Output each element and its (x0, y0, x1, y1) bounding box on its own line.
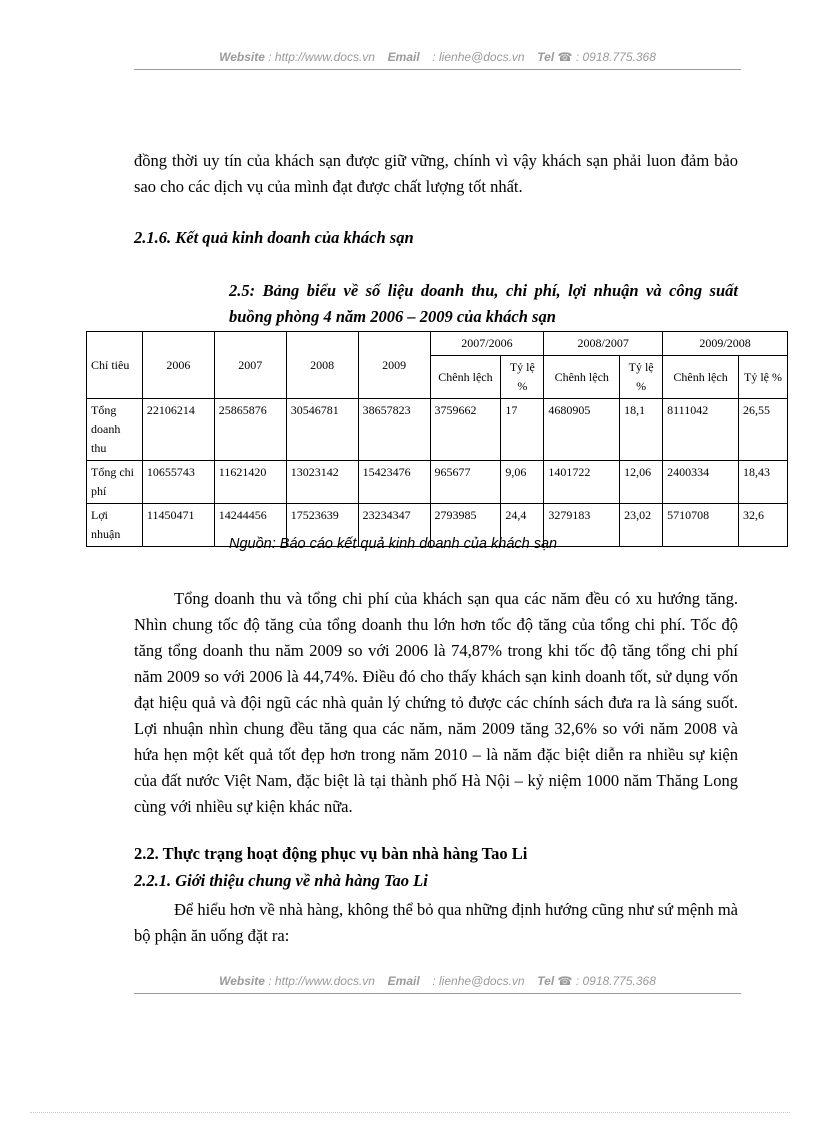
row-label: Lợi nhuận (87, 504, 143, 547)
header-year: 2009 (358, 332, 430, 399)
section-heading-2-1-6: 2.1.6. Kết quả kinh doanh của khách sạn (134, 228, 414, 247)
table-cell: 23,02 (620, 504, 663, 547)
table-cell: 10655743 (142, 461, 214, 504)
table-cell: 18,43 (738, 461, 787, 504)
header-compare-group: 2008/2007 (544, 332, 663, 356)
table-cell: 17523639 (286, 504, 358, 547)
phone-icon: ☎ (557, 974, 573, 988)
analysis-paragraph: Tổng doanh thu và tổng chi phí của khách sạn qua các năm đều có xu hướng tăng. Nhìn chung tốc độ tăng của tổng doanh thu lớn hơn tốc độ tăng của tổng chi phí. Tốc độ tăng tổng doanh thu năm 2009 so với 2006 là 74,87% trong khi tốc độ tăng tổng chi phí năm 2009 so với 2006 là 44,74%. Điều đó cho thấy khách sạn kinh doanh tốt, sử dụng vốn đạt hiệu quả và đội ngũ các nhà quản lý chứng tỏ được các chính sách đưa ra là sáng suốt. Lợi nhuận nhìn chung đều tăng qua các năm, năm 2009 tăng 32,6% so với năm 2008 và hứa hẹn một kết quả tốt đẹp hơn trong năm 2010 – là năm đặc biệt diễn ra nhiều sự kiện của đất nước Việt Nam, đặc biệt là tại thành phố Hà Nội – kỷ niệm 1000 năm Thăng Long cùng với nhiều sự kiện khác nữa. (134, 589, 738, 816)
table-row (87, 461, 788, 504)
table-cell: 2400334 (663, 461, 739, 504)
subheader-ratio: Tỷ lệ % (738, 356, 787, 399)
subheader-diff: Chênh lệch (544, 356, 620, 399)
table-header-row (87, 332, 788, 356)
footer-tel-label: Tel (537, 974, 555, 988)
footer-tel-value: : 0918.775.368 (575, 974, 656, 988)
table-cell: 12,06 (620, 461, 663, 504)
table-cell: 13023142 (286, 461, 358, 504)
section-heading-2-2-1: 2.2.1. Giới thiệu chung về nhà hàng Tao Li (134, 871, 428, 890)
subheader-diff: Chênh lệch (430, 356, 501, 399)
table-cell: 18,1 (620, 399, 663, 461)
header-year: 2006 (142, 332, 214, 399)
page-header (134, 50, 741, 70)
table-cell: 11450471 (142, 504, 214, 547)
table-cell: 17 (501, 399, 544, 461)
subheader-ratio: Tỷ lệ % (501, 356, 544, 399)
table-cell: 15423476 (358, 461, 430, 504)
table-cell: 38657823 (358, 399, 430, 461)
section-heading-2-2: 2.2. Thực trạng hoạt động phục vụ bàn nhà hàng Tao Li (134, 844, 528, 863)
footer-website-label: Website (219, 974, 265, 988)
table-cell: 23234347 (358, 504, 430, 547)
intro-paragraph: đồng thời uy tín của khách sạn được giữ vững, chính vì vậy khách sạn phải luon đảm bảo sao cho các dịch vụ của mình đạt được chất lượng tốt nhất. (134, 151, 738, 196)
table-cell: 8111042 (663, 399, 739, 461)
header-website-link[interactable]: : http://www.docs.vn (268, 50, 375, 64)
table-source-note: Nguồn: Báo cáo kết quả kinh doanh của khách sạn (229, 536, 558, 552)
table-cell: 11621420 (214, 461, 286, 504)
table-cell: 32,6 (738, 504, 787, 547)
table-cell: 26,55 (738, 399, 787, 461)
subheader-ratio: Tỷ lệ % (620, 356, 663, 399)
header-indicator: Chỉ tiêu (87, 332, 143, 399)
table-cell: 9,06 (501, 461, 544, 504)
page-bottom-divider (30, 1112, 790, 1113)
table-cell: 5710708 (663, 504, 739, 547)
header-tel-label: Tel (537, 50, 555, 64)
header-compare-group: 2007/2006 (430, 332, 544, 356)
footer-email-label: Email (387, 974, 420, 988)
financial-results-table (86, 331, 788, 547)
table-cell: 965677 (430, 461, 501, 504)
table-cell: 24,4 (501, 504, 544, 547)
row-label: Tổng doanh thu (87, 399, 143, 461)
header-tel-value: : 0918.775.368 (575, 50, 656, 64)
row-label: Tổng chi phí (87, 461, 143, 504)
table-cell: 2793985 (430, 504, 501, 547)
footer-email-link[interactable]: : lienhe@docs.vn (432, 974, 525, 988)
header-email-label: Email (387, 50, 420, 64)
table-cell: 1401722 (544, 461, 620, 504)
header-year: 2008 (286, 332, 358, 399)
table-cell: 30546781 (286, 399, 358, 461)
table-row (87, 399, 788, 461)
header-year: 2007 (214, 332, 286, 399)
phone-icon: ☎ (557, 50, 573, 64)
header-website-label: Website (219, 50, 265, 64)
table-cell: 4680905 (544, 399, 620, 461)
header-compare-group: 2009/2008 (663, 332, 788, 356)
page-footer (134, 974, 741, 994)
table-cell: 3759662 (430, 399, 501, 461)
table-cell: 22106214 (142, 399, 214, 461)
table-cell: 25865876 (214, 399, 286, 461)
subheader-diff: Chênh lệch (663, 356, 739, 399)
table-caption: 2.5: Bảng biểu về số liệu doanh thu, chi phí, lợi nhuận và công suất buồng phòng 4 năm 2006 – 2009 của khách sạn (229, 281, 738, 326)
footer-website-link[interactable]: : http://www.docs.vn (268, 974, 375, 988)
table-cell: 14244456 (214, 504, 286, 547)
table-cell: 3279183 (544, 504, 620, 547)
closing-paragraph: Để hiểu hơn về nhà hàng, không thể bỏ qua những định hướng cũng như sứ mệnh mà bộ phận ăn uống đặt ra: (134, 900, 738, 945)
header-email-link[interactable]: : lienhe@docs.vn (432, 50, 525, 64)
